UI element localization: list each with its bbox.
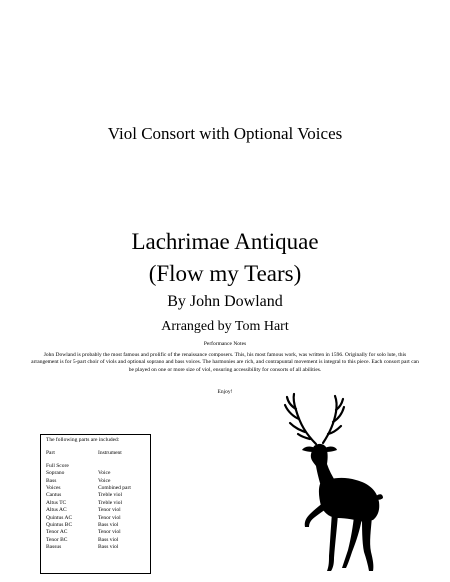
parts-row: [46, 522, 145, 529]
parts-row: [46, 470, 145, 477]
composer-credit: By John Dowland: [167, 293, 283, 310]
parts-row-instrument: Treble viol: [98, 492, 123, 499]
parts-row-part: Voices: [46, 485, 61, 492]
parts-row-part: Tenor AC: [46, 529, 68, 536]
cover-subtitle: Viol Consort with Optional Voices: [107, 124, 343, 143]
parts-row-instrument: Bass viol: [98, 544, 119, 551]
parts-row-instrument: Combined part: [98, 485, 131, 492]
parts-row-part: Altus AC: [46, 507, 67, 514]
parts-row-instrument: Bass viol: [98, 522, 119, 529]
performance-notes-body: John Dowland is probably the most famous and prolific of the renaissance composers. This, his most famous work, was written in 1596. Originally for solo lute, this arrangement is for 5-part choir of viols and optional soprano and bass voices. The harmonies are rich, and contrapuntal movement is integral to this piece. Each consort part can be played on one or more size of viol, ensuring accessibility for consorts of all abilities.: [31, 352, 419, 373]
parts-row-part: Quintus BC: [46, 522, 73, 529]
parts-row: [46, 500, 145, 507]
arranger-credit: Arranged by Tom Hart: [161, 319, 289, 334]
parts-header-part: Part: [46, 450, 55, 457]
parts-row-instrument: Bass viol: [98, 536, 119, 543]
parts-row-part: Full Score: [46, 462, 69, 469]
parts-row-part: Quintus AC: [46, 514, 73, 521]
parts-row: [46, 537, 145, 544]
performance-notes-heading: Performance Notes: [203, 341, 247, 347]
parts-row: [46, 507, 145, 514]
parts-row-instrument: Treble viol: [98, 499, 123, 506]
parts-list-box: [40, 434, 151, 574]
parts-header-row: [46, 450, 145, 457]
performance-notes-closing: Enjoy!: [217, 389, 233, 395]
parts-row-instrument: Voice: [98, 477, 111, 484]
parts-row-part: Soprano: [46, 470, 65, 477]
parts-row-part: Bassus: [46, 544, 62, 551]
stag-silhouette: [276, 392, 386, 574]
parts-row: [46, 515, 145, 522]
title-line-1: Lachrimae Antiquae: [131, 229, 319, 254]
parts-row: [46, 544, 145, 551]
parts-header-instrument: Instrument: [98, 450, 122, 457]
title-line-2: (Flow my Tears): [148, 261, 302, 286]
parts-row-instrument: Tenor viol: [98, 507, 121, 514]
parts-intro: The following parts are included:: [46, 437, 120, 443]
parts-row-part: Altus TC: [46, 499, 67, 506]
parts-row-part: Cantus: [46, 492, 62, 499]
parts-rows: [46, 463, 145, 552]
parts-row-part: Tenor BC: [46, 536, 68, 543]
parts-row-instrument: Tenor viol: [98, 529, 121, 536]
parts-row-instrument: Tenor viol: [98, 514, 121, 521]
parts-row: [46, 529, 145, 536]
parts-row-instrument: Voice: [98, 470, 111, 477]
parts-row-part: Bass: [46, 477, 57, 484]
parts-row: [46, 478, 145, 485]
parts-row: [46, 492, 145, 499]
parts-row: [46, 463, 145, 470]
parts-row: [46, 485, 145, 492]
